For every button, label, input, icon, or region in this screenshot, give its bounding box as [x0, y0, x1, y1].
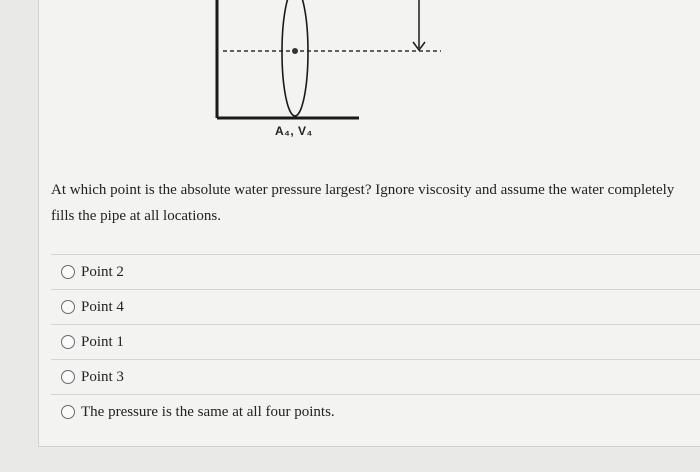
question-card	[38, 0, 700, 447]
option-label: Point 3	[81, 368, 124, 385]
option-point-4[interactable]	[51, 289, 700, 324]
option-point-2[interactable]	[51, 254, 700, 289]
option-label: Point 4	[81, 298, 124, 315]
radio-button-icon[interactable]	[61, 335, 75, 349]
pipe-diagram	[209, 0, 449, 150]
option-label: The pressure is the same at all four points.	[81, 403, 335, 420]
radio-button-icon[interactable]	[61, 405, 75, 419]
question-text: At which point is the absolute water pressure largest? Ignore viscosity and assume the water completely fills the pipe at all locations.	[51, 182, 675, 224]
option-same-pressure[interactable]	[51, 394, 700, 429]
option-point-3[interactable]	[51, 359, 700, 394]
option-label: Point 1	[81, 333, 124, 350]
radio-button-icon[interactable]	[61, 370, 75, 384]
radio-button-icon[interactable]	[61, 300, 75, 314]
answer-options	[39, 254, 700, 429]
area-velocity-label: A₄, V₄	[275, 124, 313, 138]
cross-section-ellipse	[282, 0, 308, 116]
option-point-1[interactable]	[51, 324, 700, 359]
option-label: Point 2	[81, 263, 124, 280]
point-4-marker	[292, 48, 298, 54]
radio-button-icon[interactable]	[61, 265, 75, 279]
